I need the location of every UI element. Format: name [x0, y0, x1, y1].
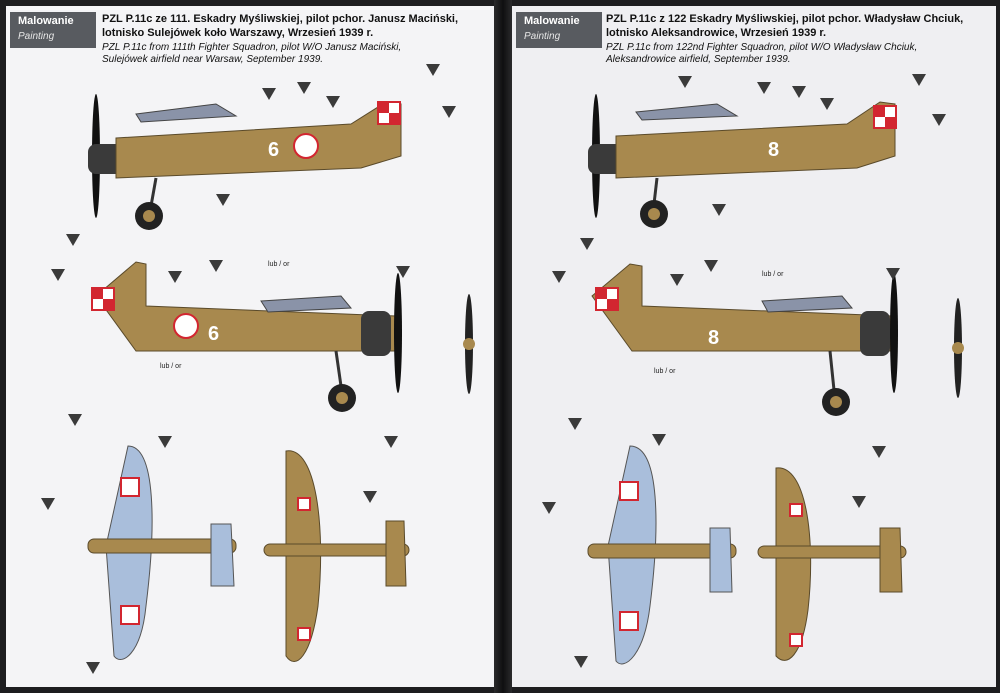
caption-polish-line-2: lotnisko Sulejówek koło Warszawy, Wrzesień 1939 r.	[102, 27, 374, 39]
fuselage-number: 6	[208, 323, 220, 345]
fuselage-number: 6	[268, 139, 280, 161]
caption-english-line-2: Aleksandrowice airfield, September 1939.	[606, 54, 791, 65]
section-label-en: Painting	[18, 31, 55, 42]
top-view	[264, 451, 409, 662]
caption-english-line-1: PZL P.11c from 122nd Fighter Squadron, pilot W/O Władysław Chciuk,	[606, 42, 918, 53]
aircraft-drawings	[512, 6, 996, 687]
fuselage-number: 8	[768, 139, 780, 161]
top-view	[758, 468, 906, 661]
side-view-right-facing	[592, 264, 964, 416]
caption-polish-line-1: PZL P.11c z 122 Eskadry Myśliwskiej, pilot pchor. Władysław Chciuk,	[606, 13, 964, 25]
underside-view	[588, 446, 736, 664]
section-label-en: Painting	[524, 31, 561, 42]
caption-polish-line-2: lotnisko Aleksandrowice, Wrzesień 1939 r.	[606, 27, 827, 39]
underside-view	[88, 446, 236, 659]
caption-english-line-1: PZL P.11c from 111th Fighter Squadron, pilot W/O Janusz Maciński,	[102, 42, 402, 53]
side-view-left-facing	[588, 94, 896, 228]
or-label-bottom: lub / or	[160, 363, 182, 370]
left-painting-page	[6, 6, 494, 687]
side-view-right-facing	[92, 262, 475, 412]
right-painting-page	[512, 6, 996, 687]
or-label-top: lub / or	[762, 271, 784, 278]
caption-polish-line-1: PZL P.11c ze 111. Eskadry Myśliwskiej, pilot pchor. Janusz Maciński,	[102, 13, 459, 25]
aircraft-drawings	[6, 6, 494, 687]
side-view-left-facing	[88, 94, 401, 230]
or-label-bottom: lub / or	[654, 368, 676, 375]
fuselage-number: 8	[708, 327, 720, 349]
section-label-pl: Malowanie	[524, 15, 580, 27]
or-label-top: lub / or	[268, 261, 290, 268]
caption-english-line-2: Sulejówek airfield near Warsaw, September 1939.	[102, 54, 324, 65]
book-spine	[494, 0, 512, 693]
section-label-pl: Malowanie	[18, 15, 74, 27]
